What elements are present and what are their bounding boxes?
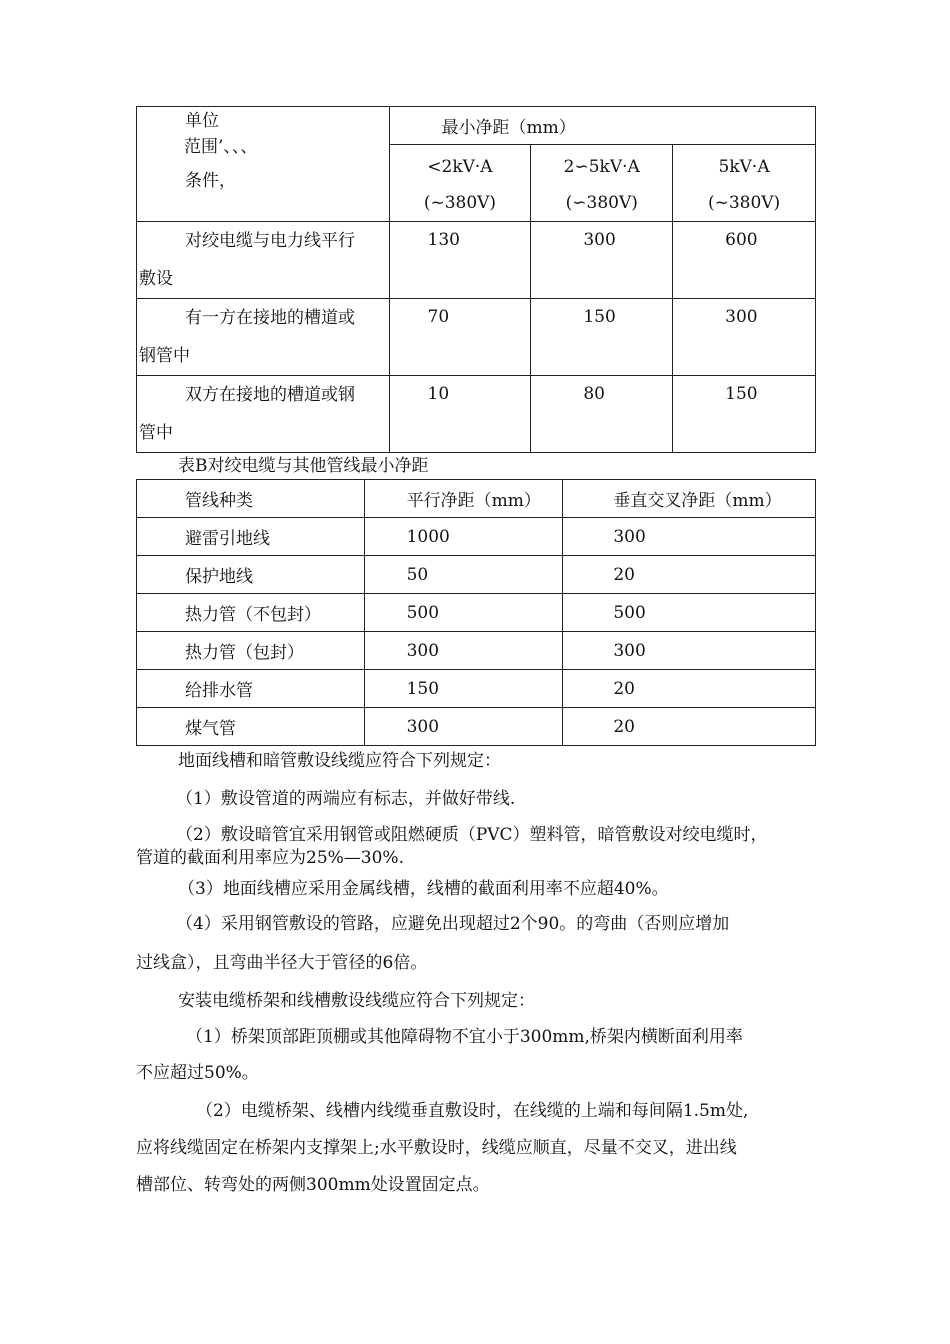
sub-header-3-line1: 5kV·A (718, 157, 770, 177)
table-cell: 150 (364, 670, 563, 708)
table-cell: 1000 (364, 518, 563, 556)
sub-header-2 (531, 145, 673, 222)
row-label (137, 376, 390, 453)
table-cell: 500 (563, 594, 816, 632)
sub-header-2-line1: 2∽5kV·A (563, 157, 640, 177)
row-value: 150 (531, 299, 673, 376)
table-cell: 500 (364, 594, 563, 632)
corner-line-1: 单位 (185, 111, 219, 131)
table-b-header-row (137, 480, 816, 518)
paragraph-8-line3: 槽部位、转弯处的两侧300mm处设置固定点。 (136, 1175, 490, 1195)
paragraph-8-line1: （2）电缆桥架、线槽内线缆垂直敷设时，在线缆的上端和每间隔1.5m处, (196, 1101, 749, 1121)
paragraph-2: （1）敷设管道的两端应有标志，并做好带线. (176, 789, 516, 809)
paragraph-1: 地面线槽和暗管敷设线缆应符合下列规定： (178, 751, 501, 771)
table-cell: 300 (563, 632, 816, 670)
row-label-line2: 敷设 (139, 269, 173, 289)
table-cell: 保护地线 (137, 556, 365, 594)
row-label (137, 222, 390, 299)
row-label-line1: 双方在接地的槽道或钢 (185, 385, 355, 405)
table-cell: 20 (563, 670, 816, 708)
sub-header-1-line2: (~380V) (423, 193, 497, 213)
paragraph-7-line2: 不应超过50%。 (136, 1063, 259, 1083)
table-row (137, 670, 816, 708)
table-cell: 300 (364, 632, 563, 670)
table-cell: 300 (364, 708, 563, 746)
table-a-corner-header (137, 107, 390, 222)
row-value: 600 (673, 222, 816, 299)
table-cell: 热力管（包封） (137, 632, 365, 670)
corner-line-3: 条件， (185, 171, 236, 191)
paragraph-4: （3）地面线槽应采用金属线槽，线槽的截面利用率不应超40%。 (178, 879, 669, 899)
table-cell: 给排水管 (137, 670, 365, 708)
sub-header-1 (389, 145, 531, 222)
table-row (137, 376, 816, 453)
row-value: 70 (389, 299, 531, 376)
paragraph-5-line1: （4）采用钢管敷设的管路，应避免出现超过2个90。的弯曲（否则应增加 (176, 914, 730, 934)
sub-header-2-line2: (∽380V) (565, 193, 638, 213)
paragraph-5-line2: 过线盒），且弯曲半径大于管径的6倍。 (136, 953, 428, 973)
table-b-caption: 表B对绞电缆与其他管线最小净距 (178, 456, 429, 476)
sub-header-1-line1: <2kV·A (427, 157, 493, 177)
table-cell: 300 (563, 518, 816, 556)
table-b-header: 平行净距（mm） (364, 480, 563, 518)
table-cell: 20 (563, 708, 816, 746)
table-row (137, 632, 816, 670)
table-a-top-header: 最小净距（mm） (389, 107, 815, 145)
table-cell: 煤气管 (137, 708, 365, 746)
row-value: 10 (389, 376, 531, 453)
table-a (136, 106, 816, 453)
table-cell: 20 (563, 556, 816, 594)
table-cell: 50 (364, 556, 563, 594)
table-row (137, 518, 816, 556)
corner-line-2: 范围’、、、 (184, 137, 258, 157)
paragraph-3-line1: （2）敷设暗管宜采用钢管或阻燃硬质（PVC）塑料管，暗管敷设对绞电缆时， (176, 825, 768, 845)
table-row (137, 556, 816, 594)
row-value: 80 (531, 376, 673, 453)
paragraph-8-line2: 应将线缆固定在桥架内支撑架上;水平敷设时，线缆应顺直，尽量不交叉，进出线 (136, 1138, 737, 1158)
table-row (137, 708, 816, 746)
row-value: 130 (389, 222, 531, 299)
table-b-header: 管线种类 (137, 480, 365, 518)
row-value: 300 (673, 299, 816, 376)
paragraph-3-line2: 管道的截面利用率应为25%—30%. (136, 848, 404, 868)
table-row (137, 222, 816, 299)
row-label-line2: 管中 (139, 423, 173, 443)
sub-header-3-line2: (~380V) (707, 193, 781, 213)
sub-header-3 (673, 145, 816, 222)
table-cell: 热力管（不包封） (137, 594, 365, 632)
row-label-line1: 有一方在接地的槽道或 (185, 308, 355, 328)
row-label-line1: 对绞电缆与电力线平行 (185, 231, 355, 251)
row-label (137, 299, 390, 376)
table-b-header: 垂直交叉净距（mm） (563, 480, 816, 518)
paragraph-7-line1: （1）桥架顶部距顶棚或其他障碍物不宜小于300mm,桥架内横断面利用率 (186, 1027, 743, 1047)
table-cell: 避雷引地线 (137, 518, 365, 556)
row-label-line2: 钢管中 (139, 346, 190, 366)
table-b (136, 479, 816, 746)
table-row (137, 299, 816, 376)
row-value: 150 (673, 376, 816, 453)
paragraph-6: 安装电缆桥架和线槽敷设线缆应符合下列规定： (178, 991, 535, 1011)
table-row (137, 594, 816, 632)
row-value: 300 (531, 222, 673, 299)
